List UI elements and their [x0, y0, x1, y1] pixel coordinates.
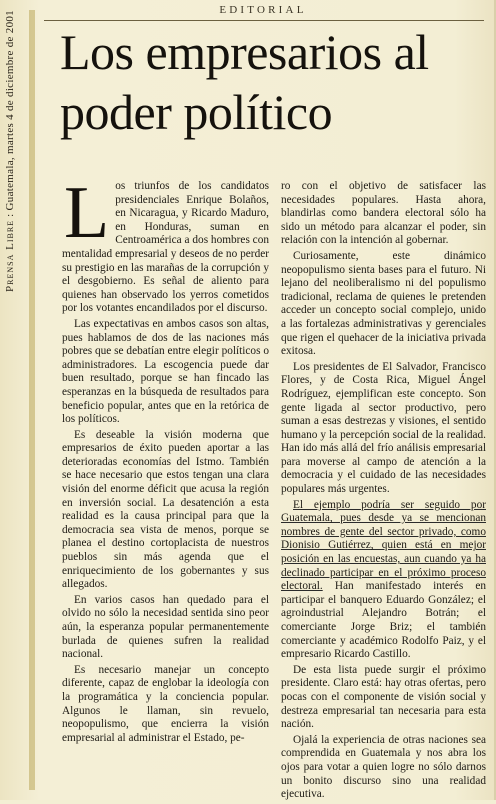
publication-name: Prensa Libre: [4, 219, 16, 292]
dateline: Guatemala, martes 4 de diciembre de 2001: [4, 10, 16, 211]
paragraph-7: Curiosamente, este dinámico neopopulismo sienta bases para el futuro. Ni lejano del neoliberalismo ni del populismo tradicional, reclama de quienes le pretenden acceder un concepto social complejo, unido a las fortalezas administrativas y gerenciales que rigen el quehacer de la iniciativa privada exitosa.: [281, 249, 486, 358]
paragraph-8: Los presidentes de El Salvador, Francisco Flores, y de Costa Rica, Miguel Ángel Rodríguez, ejemplifican este concepto. Son gente ligada al sector productivo, pero suman a esas destrezas y visiones, el sentido humano y la percepción social de la realidad. Han ido más allá del frío análisis empresarial para moverse al campo de atención a la democracia y el cuidado de las necesidades populares más urgentes.: [281, 360, 486, 496]
caption-separator: :: [4, 213, 16, 217]
decorative-side-bar: [29, 10, 35, 790]
paragraph-4: En varios casos han quedado para el olvido no sólo la necesidad sentida sino peor aún, la esperanza popular permanentemente burlada de quienes sufren la realidad nacional.: [62, 593, 269, 661]
side-caption: [4, 10, 24, 790]
paragraph-11: Ojalá la experiencia de otras naciones sea comprendida en Guatemala y nos abra los ojos para votar a quien logre no sólo darnos un bonito discurso sino una realidad ejecutiva.: [281, 733, 486, 801]
paragraph-6: ro con el objetivo de satisfacer las necesidades populares. Hasta ahora, blandirlas como bandera electoral sólo ha sido un método para alcanzar el poder, sin relación con la intención al gobernar.: [281, 180, 486, 247]
paragraph-2: Las expectativas en ambos casos son altas, pues hablamos de dos de las naciones más pobres que se debatían entre elegir políticos o administradores. La escogencia puede dar buen resultado, porque se han fincado las esperanzas en la búsqueda de resultados para beneficio popular, antes que en la retórica de los políticos.: [62, 317, 269, 426]
paragraph-1-text: os triunfos de los candidatos presidenciales Enrique Bolaños, en Nicaragua, y Ricardo Maduro, en Honduras, suman en Centroamérica a dos hombres con mentalidad empresarial y deseos de no perder su prestigio en las marañas de la corrupción y el desgobierno. Es señal de aliento para quienes han observado los yerros cometidos por los votantes encandilados por el discurso.: [62, 180, 269, 315]
paragraph-10: De esta lista puede surgir el próximo presidente. Claro está: hay otras ofertas, pero pocas con el componente de visión social y destreza empresarial tan necesaria para esta nación.: [281, 663, 486, 731]
article-left-column: [62, 172, 269, 747]
paragraph-9-tail: Han manifestado interés en participar el banquero Eduardo González; el agroindustrial Alejandro Botrán; el comerciante Jorge Briz; el también comerciante y académico Rodolfo Paiz, y el empresario Ricardo Castillo.: [281, 580, 487, 661]
headline: Los empresarios al poder político: [60, 24, 429, 140]
paragraph-1: [62, 172, 269, 316]
paragraph-9: [281, 499, 486, 662]
underlined-passage: El ejemplo podría ser seguido por Guatemala, pues desde ya se mencionan nombres de gente del sector privado, como Dionisio Gutiérrez, quien está en mejor posición en las encuestas, aun cuando ya ha declinado participar en el próximo proceso electoral.: [281, 498, 486, 593]
article-right-column: [281, 180, 486, 804]
section-rule: [44, 20, 484, 21]
paragraph-3: Es deseable la visión moderna que empresarios de éxito pueden aportar a las deterioradas economías del Istmo. También se hace necesario que estos tengan una clara visión del enorme déficit que acusa la región en inversión social. La desatención a esta realidad es la causa principal para que la democracia sea vista de menos, porque se planea el destino cortoplacista de nuestros pueblos sin más agenda que el enriquecimiento de los gobernantes y sus allegados.: [62, 428, 269, 591]
paragraph-5: Es necesario manejar un concepto diferente, capaz de englobar la ideología con la programática y la conciencia popular. Algunos le llaman, sin revuelo, neopopulismo, que encierra la visión empresarial al administrar el Estado, pe-: [62, 663, 269, 744]
drop-cap: L: [64, 172, 110, 254]
section-label: EDITORIAL: [219, 4, 307, 16]
